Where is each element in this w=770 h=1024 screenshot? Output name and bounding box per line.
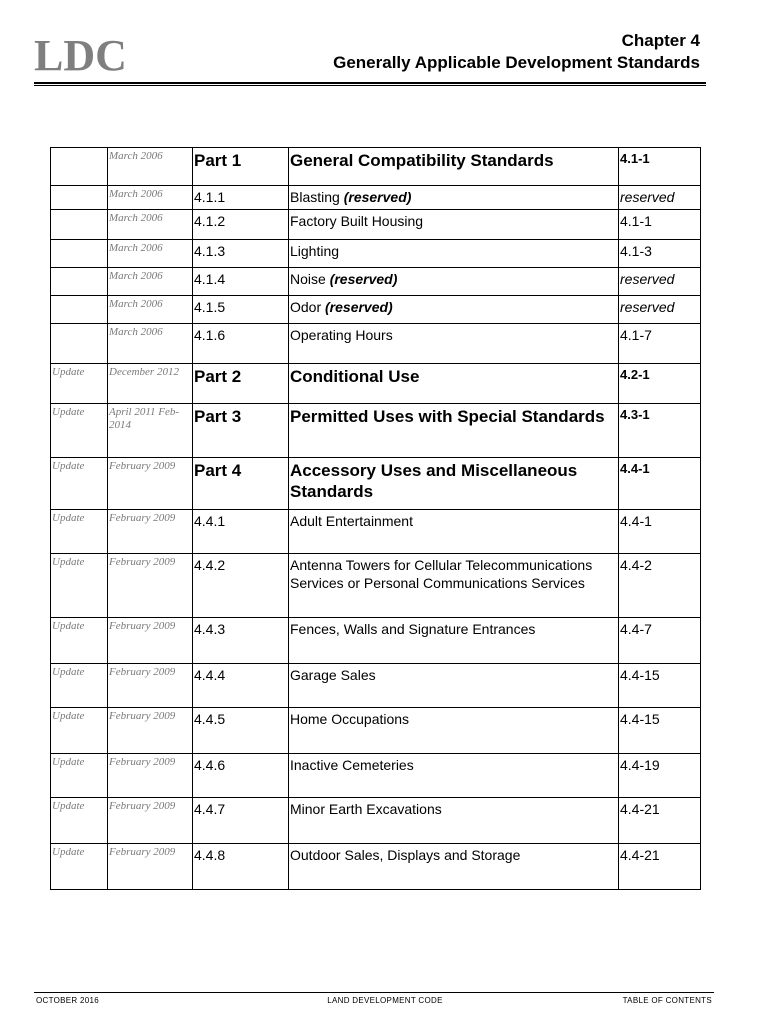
- page-reference: reserved: [619, 268, 701, 296]
- section-title-text: Fences, Walls and Signature Entrances: [290, 621, 536, 637]
- page-reference: 4.1-3: [619, 240, 701, 268]
- update-flag: Update: [51, 458, 108, 510]
- section-title-text: Home Occupations: [290, 711, 410, 727]
- toc-row: [51, 664, 701, 708]
- update-flag: [51, 324, 108, 364]
- section-title: [289, 186, 619, 210]
- toc-part-row: [51, 458, 701, 510]
- toc-part-row: [51, 364, 701, 404]
- section-title: [289, 754, 619, 798]
- page-reference: 4.4-15: [619, 708, 701, 754]
- page-reference: 4.4-1: [619, 510, 701, 554]
- section-title: [289, 324, 619, 364]
- page-reference: 4.1-1: [619, 148, 701, 186]
- section-title: [289, 664, 619, 708]
- page-reference: 4.4-21: [619, 798, 701, 844]
- update-flag: Update: [51, 844, 108, 890]
- section-title-text: Noise: [290, 271, 330, 287]
- section-number: 4.1.6: [193, 324, 289, 364]
- footer-document-name: LAND DEVELOPMENT CODE: [327, 996, 443, 1005]
- section-title: [289, 510, 619, 554]
- update-flag: Update: [51, 404, 108, 458]
- section-title: [289, 404, 619, 458]
- section-title: [289, 240, 619, 268]
- update-flag: [51, 240, 108, 268]
- toc-row: [51, 618, 701, 664]
- toc-row: [51, 296, 701, 324]
- section-number: Part 4: [193, 458, 289, 510]
- reserved-note: (reserved): [329, 271, 398, 287]
- section-title-text: Minor Earth Excavations: [290, 801, 442, 817]
- revision-date: February 2009: [108, 708, 193, 754]
- update-flag: Update: [51, 510, 108, 554]
- toc-row: [51, 708, 701, 754]
- page-reference: reserved: [619, 296, 701, 324]
- update-flag: [51, 186, 108, 210]
- chapter-heading: [333, 30, 700, 74]
- page-reference: 4.4-15: [619, 664, 701, 708]
- section-number: 4.4.5: [193, 708, 289, 754]
- footer-date: OCTOBER 2016: [36, 996, 100, 1005]
- section-number: Part 1: [193, 148, 289, 186]
- revision-date: March 2006: [108, 148, 193, 186]
- update-flag: Update: [51, 798, 108, 844]
- toc-part-row: [51, 404, 701, 458]
- section-title: [289, 798, 619, 844]
- update-flag: Update: [51, 364, 108, 404]
- revision-date: March 2006: [108, 186, 193, 210]
- reserved-note: (reserved): [325, 299, 393, 315]
- section-number: 4.1.3: [193, 240, 289, 268]
- page-reference: 4.4-21: [619, 844, 701, 890]
- section-title-text: Operating Hours: [290, 327, 393, 343]
- revision-date: February 2009: [108, 844, 193, 890]
- page-reference: 4.4-1: [619, 458, 701, 510]
- toc-row: [51, 844, 701, 890]
- chapter-title: Generally Applicable Development Standards: [333, 53, 700, 72]
- page-reference: 4.3-1: [619, 404, 701, 458]
- section-title: [289, 296, 619, 324]
- section-title-text: Odor: [290, 299, 326, 315]
- revision-date: March 2006: [108, 296, 193, 324]
- table-of-contents: [50, 147, 701, 890]
- update-flag: Update: [51, 708, 108, 754]
- section-title: [289, 268, 619, 296]
- reserved-note: (reserved): [343, 189, 412, 205]
- toc-row: [51, 268, 701, 296]
- page-reference: 4.1-7: [619, 324, 701, 364]
- page-reference: reserved: [619, 186, 701, 210]
- section-title-text: Inactive Cemeteries: [290, 757, 414, 773]
- section-title: [289, 708, 619, 754]
- section-number: Part 3: [193, 404, 289, 458]
- section-number: 4.4.7: [193, 798, 289, 844]
- section-title-text: Adult Entertainment: [290, 513, 413, 529]
- section-title: [289, 554, 619, 618]
- revision-date: February 2009: [108, 510, 193, 554]
- section-title-text: Factory Built Housing: [290, 213, 424, 229]
- section-title: [289, 458, 619, 510]
- section-title-text: Antenna Towers for Cellular Telecommunications Services or Personal Communications Services: [290, 557, 593, 591]
- update-flag: [51, 210, 108, 240]
- revision-date: February 2009: [108, 618, 193, 664]
- revision-date: February 2009: [108, 798, 193, 844]
- toc-row: [51, 186, 701, 210]
- section-title: [289, 364, 619, 404]
- section-number: 4.4.3: [193, 618, 289, 664]
- update-flag: Update: [51, 754, 108, 798]
- section-number: 4.4.6: [193, 754, 289, 798]
- section-title: [289, 618, 619, 664]
- header-rule-thin: [34, 85, 706, 86]
- section-title-text: Conditional Use: [290, 367, 420, 386]
- footer-section: TABLE OF CONTENTS: [622, 996, 712, 1005]
- revision-date: December 2012: [108, 364, 193, 404]
- update-flag: Update: [51, 664, 108, 708]
- revision-date: March 2006: [108, 268, 193, 296]
- section-title: [289, 148, 619, 186]
- ldc-logo: LDC: [34, 31, 127, 80]
- revision-date: February 2009: [108, 554, 193, 618]
- section-number: 4.1.4: [193, 268, 289, 296]
- section-number: 4.4.4: [193, 664, 289, 708]
- chapter-number: Chapter 4: [621, 31, 700, 50]
- toc-row: [51, 240, 701, 268]
- section-number: 4.4.1: [193, 510, 289, 554]
- toc-body: [51, 148, 701, 890]
- toc-row: [51, 510, 701, 554]
- toc-row: [51, 554, 701, 618]
- section-number: 4.1.5: [193, 296, 289, 324]
- section-title-text: Accessory Uses and Miscellaneous Standards: [290, 461, 578, 501]
- header-rule: [34, 82, 706, 84]
- section-title-text: Permitted Uses with Special Standards: [290, 407, 605, 426]
- revision-date: March 2006: [108, 240, 193, 268]
- section-title-text: Outdoor Sales, Displays and Storage: [290, 847, 521, 863]
- toc-row: [51, 324, 701, 364]
- update-flag: [51, 148, 108, 186]
- toc-row: [51, 798, 701, 844]
- update-flag: Update: [51, 618, 108, 664]
- revision-date: February 2009: [108, 754, 193, 798]
- section-title: [289, 844, 619, 890]
- section-title-text: General Compatibility Standards: [290, 151, 554, 170]
- page-reference: 4.4-19: [619, 754, 701, 798]
- section-title-text: Lighting: [290, 243, 340, 259]
- revision-date: March 2006: [108, 324, 193, 364]
- section-number: 4.1.2: [193, 210, 289, 240]
- section-number: Part 2: [193, 364, 289, 404]
- section-number: 4.1.1: [193, 186, 289, 210]
- update-flag: [51, 268, 108, 296]
- section-number: 4.4.8: [193, 844, 289, 890]
- revision-date: March 2006: [108, 210, 193, 240]
- section-number: 4.4.2: [193, 554, 289, 618]
- page-reference: 4.2-1: [619, 364, 701, 404]
- update-flag: [51, 296, 108, 324]
- footer-rule: [34, 992, 714, 993]
- page-reference: 4.1-1: [619, 210, 701, 240]
- update-flag: Update: [51, 554, 108, 618]
- revision-date: February 2009: [108, 664, 193, 708]
- revision-date: April 2011 Feb-2014: [108, 404, 193, 458]
- revision-date: February 2009: [108, 458, 193, 510]
- section-title-text: Garage Sales: [290, 667, 376, 683]
- toc-row: [51, 754, 701, 798]
- page-reference: 4.4-2: [619, 554, 701, 618]
- toc-part-row: [51, 148, 701, 186]
- page-reference: 4.4-7: [619, 618, 701, 664]
- toc-row: [51, 210, 701, 240]
- section-title-text: Blasting: [290, 189, 344, 205]
- section-title: [289, 210, 619, 240]
